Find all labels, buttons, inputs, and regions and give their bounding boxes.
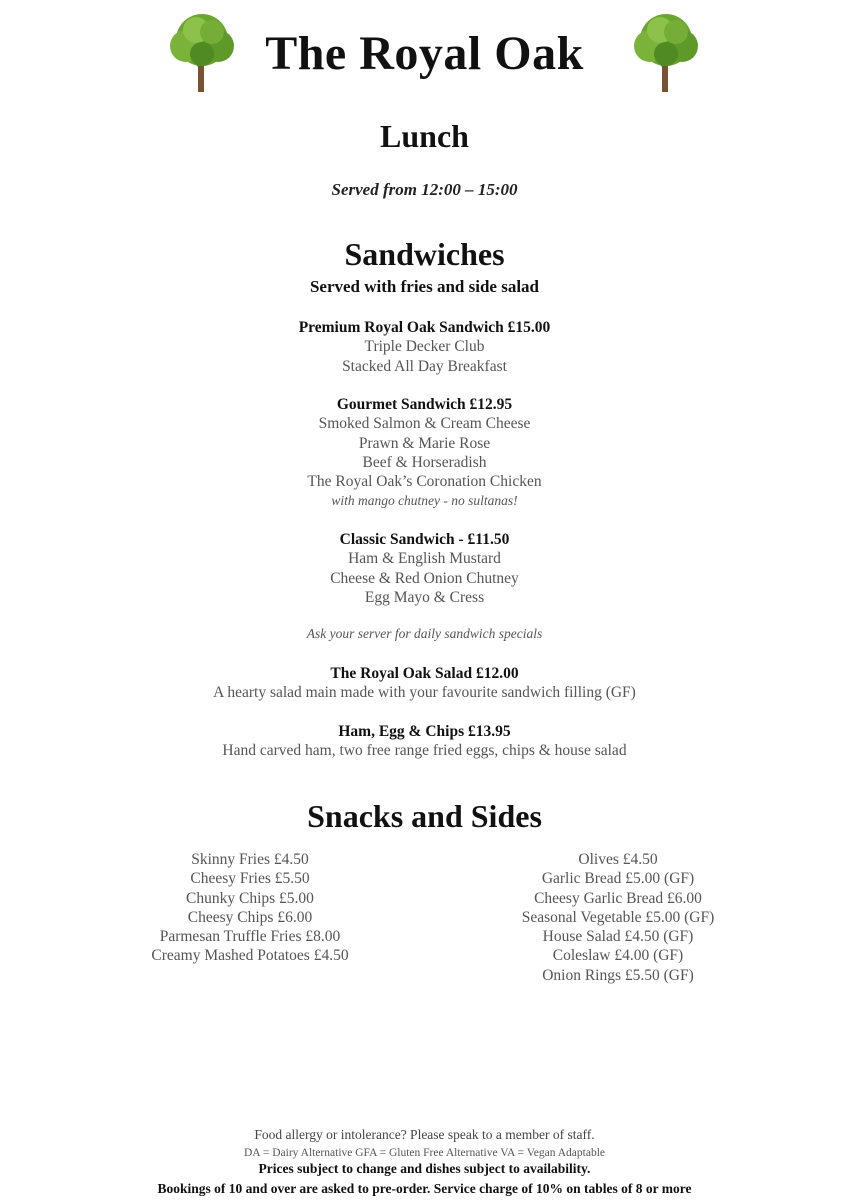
menu-item: Smoked Salmon & Cream Cheese (318, 415, 531, 433)
salad-description: A hearty salad main made with your favourite sandwich filling (GF) (213, 684, 636, 702)
tree-icon (626, 10, 706, 94)
classic-sandwich-title: Classic Sandwich - £11.50 (339, 531, 510, 548)
sandwiches-heading: Sandwiches (344, 236, 505, 272)
salad-group (0, 664, 849, 703)
menu-item: Stacked All Day Breakfast (342, 357, 507, 375)
list-item: Creamy Mashed Potatoes £4.50 (151, 947, 349, 965)
gourmet-sandwich-group (0, 395, 849, 511)
ham-egg-description: Hand carved ham, two free range fried eggs, chips & house salad (222, 742, 627, 760)
menu-item: Prawn & Marie Rose (358, 434, 491, 452)
salad-title: The Royal Oak Salad £12.00 (330, 665, 519, 682)
menu-item-note: with mango chutney - no sultanas! (331, 493, 518, 509)
list-item: Cheesy Garlic Bread £6.00 (534, 889, 702, 907)
sandwiches-subtitle: Served with fries and side salad (309, 277, 540, 296)
list-item: Seasonal Vegetable £5.00 (GF) (521, 908, 715, 926)
menu-item: Egg Mayo & Cress (364, 588, 485, 606)
list-item: Parmesan Truffle Fries £8.00 (159, 928, 341, 946)
list-item: House Salad £4.50 (GF) (542, 928, 694, 946)
ham-egg-group (0, 722, 849, 761)
prices-notice: Prices subject to change and dishes subject to availability. (258, 1161, 591, 1176)
snacks-right-column (468, 850, 768, 985)
menu-item: The Royal Oak’s Coronation Chicken (307, 473, 542, 491)
dietary-key: DA = Dairy Alternative GFA = Gluten Free Alternative VA = Vegan Adaptable (244, 1147, 605, 1159)
list-item: Onion Rings £5.50 (GF) (542, 966, 694, 984)
allergy-notice: Food allergy or intolerance? Please speak to a member of staff. (254, 1127, 595, 1142)
lunch-heading: Lunch (380, 118, 469, 154)
gourmet-sandwich-title: Gourmet Sandwich £12.95 (336, 396, 513, 413)
list-item: Cheesy Fries £5.50 (190, 870, 310, 888)
list-item: Olives £4.50 (578, 851, 658, 868)
specials-note: Ask your server for daily sandwich specials (306, 626, 543, 641)
list-item: Coleslaw £4.00 (GF) (552, 947, 684, 965)
menu-item: Ham & English Mustard (348, 550, 501, 568)
premium-sandwich-title: Premium Royal Oak Sandwich £15.00 (298, 319, 551, 336)
list-item: Garlic Bread £5.00 (GF) (541, 870, 695, 888)
list-item: Chunky Chips £5.00 (186, 889, 314, 907)
premium-sandwich-group (0, 318, 849, 376)
menu-item: Beef & Horseradish (362, 453, 487, 471)
ham-egg-title: Ham, Egg & Chips £13.95 (338, 723, 511, 740)
menu-item: Triple Decker Club (364, 338, 485, 356)
restaurant-title: The Royal Oak (265, 27, 584, 80)
list-item: Skinny Fries £4.50 (191, 851, 309, 868)
snacks-left-column (100, 850, 400, 966)
classic-sandwich-group (0, 530, 849, 607)
snacks-heading: Snacks and Sides (307, 798, 542, 834)
served-hours: Served from 12:00 – 15:00 (331, 180, 518, 199)
menu-item: Cheese & Red Onion Chutney (330, 569, 519, 587)
list-item: Cheesy Chips £6.00 (187, 908, 313, 926)
bookings-notice: Bookings of 10 and over are asked to pre-order. Service charge of 10% on tables of 8 or more (157, 1181, 692, 1196)
